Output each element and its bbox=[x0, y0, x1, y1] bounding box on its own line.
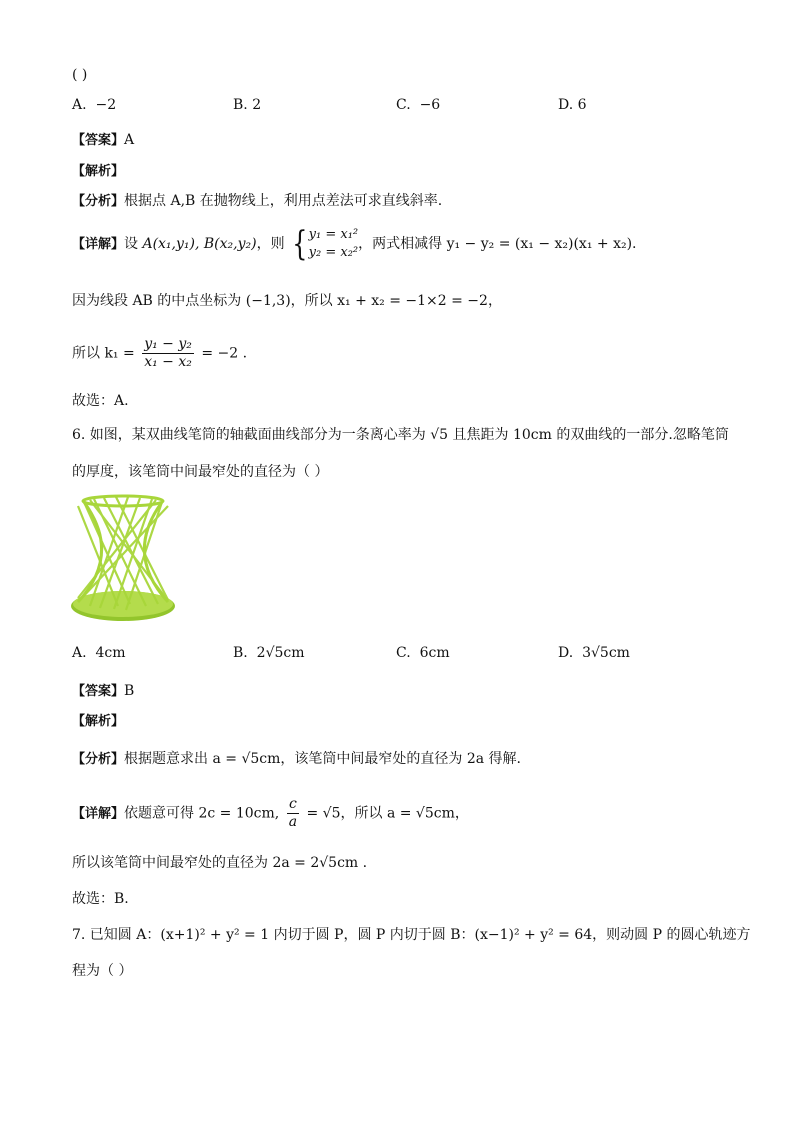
q7-stem-line1: 7. 已知圆 A：(x+1)² + y² = 1 内切于圆 P，圆 P 内切于圆 B：(x−1)² + y² = 64，则动圆 P 的圆心轨迹方 bbox=[72, 927, 751, 943]
equation-system: y₁ = x₁² y₂ = x₂² bbox=[308, 227, 359, 260]
q6-stem-line1: 6. 如图，某双曲线笔筒的轴截面曲线部分为一条离心率为 √5 且焦距为 10cm 的双曲线的一部分.忽略笔筒 bbox=[72, 427, 729, 443]
q6-fenxi: 【分析】根据题意求出 a = √5cm，该笔筒中间最窄处的直径为 2a 得解. bbox=[72, 751, 521, 767]
q5-stem-tail: ( ) bbox=[72, 67, 88, 83]
q5-slope: 所以 k₁ = $\frac{\text{y₁ − y₂}}{\text{x₁ − x₂}}$ = −2 . bbox=[72, 336, 248, 370]
pen-holder-figure bbox=[70, 494, 176, 628]
q5-option-c: C. −6 bbox=[396, 97, 441, 113]
q5-analysis-tag: 【解析】 bbox=[72, 164, 125, 179]
q6-option-a: A. 4cm bbox=[72, 645, 126, 661]
q5-option-d: D. 6 bbox=[558, 97, 587, 113]
q6-choose: 故选：B. bbox=[72, 891, 129, 907]
q6-option-d: D. 3√5cm bbox=[558, 645, 630, 661]
q5-fenxi: 【分析】根据点 A,B 在抛物线上，利用点差法可求直线斜率. bbox=[72, 193, 443, 209]
q5-midpoint: 因为线段 AB 的中点坐标为 (−1,3)，所以 x₁ + x₂ = −1×2 = −2， bbox=[72, 293, 502, 309]
system-brace: { bbox=[292, 224, 308, 264]
pen-holder-image bbox=[70, 494, 176, 628]
q5-xiangjie: 【详解】设 A(x₁,y₁), B(x₂,y₂)，则 { y₁ = x₁² y₂ = x₂² ，两式相减得 y₁ − y₂ = (x₁ − x₂)(x₁ + x₂). bbox=[72, 224, 637, 264]
answer-tag: 【答案】 bbox=[72, 133, 125, 148]
q6-conclusion: 所以该笔筒中间最窄处的直径为 2a = 2√5cm . bbox=[72, 855, 368, 871]
q6-xiangjie: 【详解】依题意可得 2c = 10cm, $\frac{c}{a}$ = √5，所以 a = √5cm， bbox=[72, 796, 469, 830]
q6-option-b: B. 2√5cm bbox=[233, 645, 305, 661]
slope-fraction: $\frac{\text{y₁ − y₂}}{\text{x₁ − x₂}}$ bbox=[144, 336, 192, 370]
q5-option-b: B. 2 bbox=[233, 97, 262, 113]
q6-option-c: C. 6cm bbox=[396, 645, 450, 661]
q5-option-a: A. −2 bbox=[72, 97, 117, 113]
q6-stem-line2: 的厚度，该笔筒中间最窄处的直径为（ ） bbox=[72, 464, 329, 480]
c-over-a-fraction: $\frac{c}{a}$ bbox=[288, 796, 298, 830]
q6-answer: 【答案】B bbox=[72, 683, 135, 699]
q7-stem-line2: 程为（ ） bbox=[72, 963, 133, 979]
q5-answer: 【答案】A bbox=[72, 132, 135, 148]
q6-analysis-tag: 【解析】 bbox=[72, 714, 125, 729]
q5-choose: 故选：A. bbox=[72, 393, 129, 409]
